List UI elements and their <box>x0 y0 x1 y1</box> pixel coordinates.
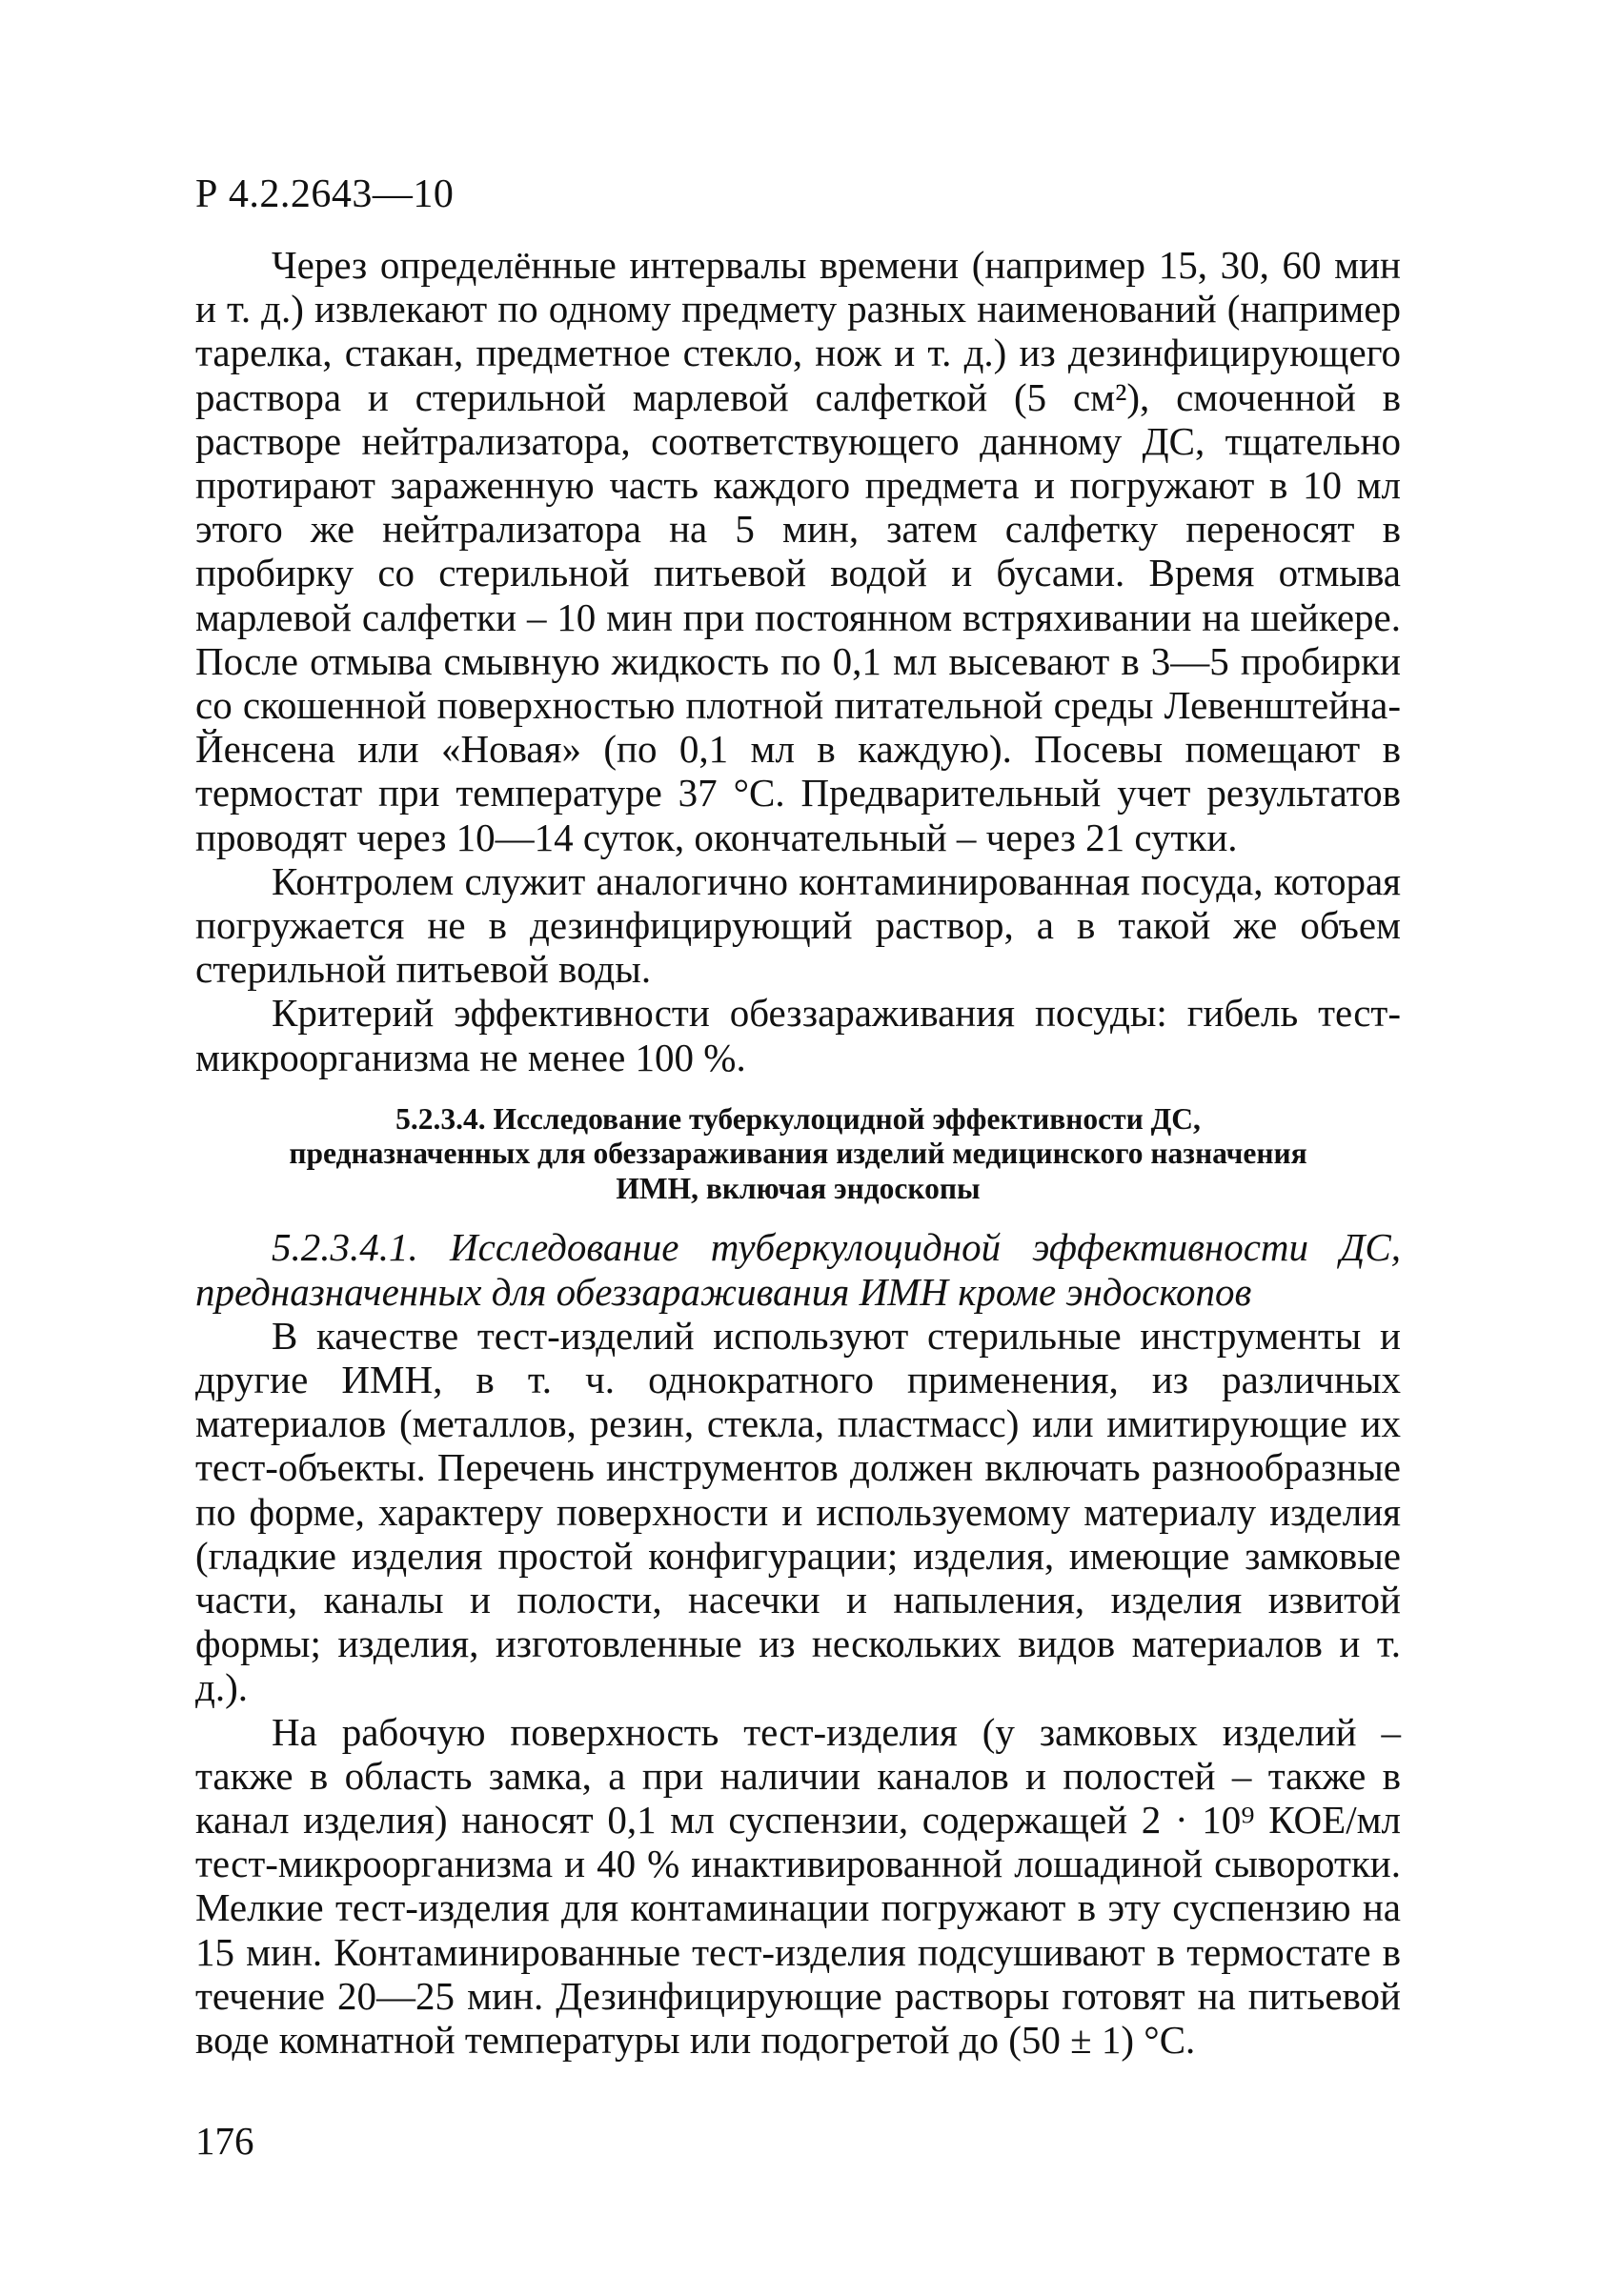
paragraph-1: Через определённые интервалы времени (например 15, 30, 60 мин и т. д.) извлекают по одному предмету разных наименований (например тарелка, стакан, предметное стекло, нож и т. д.) из дезинфицирующего раствора и стерильной марлевой салфеткой (5 см²), смоченной в растворе нейтрализатора, соответствующего данному ДС, тщательно протирают зараженную часть каждого предмета и погружают в 10 мл этого же нейтрализатора на 5 мин, затем салфетку переносят в пробирку со стерильной питьевой водой и бусами. Время отмыва марлевой салфетки – 10 мин при постоянном встряхивании на шейкере. После отмыва смывную жидкость по 0,1 мл высевают в 3—5 пробирки со скошенной поверхностью плотной питательной среды Левенштейна-Йенсена или «Новая» (по 0,1 мл в каждую). Посевы помещают в термостат при температуре 37 °С. Предварительный учет результатов проводят через 10—14 суток, окончательный – через 21 сутки. <box>195 243 1401 859</box>
section-heading <box>195 1102 1401 1207</box>
paragraph-4: В качестве тест-изделий используют стерильные инструменты и другие ИМН, в т. ч. однократного применения, из различных материалов (металлов, резин, стекла, пластмасс) или имитирующие их тест-объекты. Перечень инструментов должен включать разнообразные по форме, характеру поверхности и используемому материалу изделия (гладкие изделия простой конфигурации; изделия, имеющие замковые части, каналы и полости, насечки и напыления, изделия извитой формы; изделия, изготовленные из нескольких видов материалов и т. д.). <box>195 1313 1401 1710</box>
document-body <box>195 243 1401 2062</box>
section-heading-line-3: ИМН, включая эндоскопы <box>616 1171 981 1205</box>
page-number: 176 <box>195 2119 254 2163</box>
running-head: Р 4.2.2643—10 <box>195 172 455 216</box>
section-heading-line-1: 5.2.3.4. Исследование туберкулоцидной эффективности ДС, <box>395 1101 1201 1136</box>
paragraph-5: На рабочую поверхность тест-изделия (у замковых изделий – также в область замка, а при наличии каналов и полостей – также в канал изделия) наносят 0,1 мл суспензии, содержащей 2 · 10⁹ КОЕ/мл тест-микроорганизма и 40 % инактивированной лошадиной сыворотки. Мелкие тест-изделия для контаминации погружают в эту суспензию на 15 мин. Контаминированные тест-изделия подсушивают в термостате в течение 20—25 мин. Дезинфицирующие растворы готовят на питьевой воде комнатной температуры или подогретой до (50 ± 1) °С. <box>195 1709 1401 2063</box>
subsection-heading: 5.2.3.4.1. Исследование туберкулоцидной эффективности ДС, предназначенных для обеззараживания ИМН кроме эндоскопов <box>195 1225 1401 1314</box>
paragraph-3: Критерий эффективности обеззараживания посуды: гибель тест-микроорганизма не менее 100 %. <box>195 991 1401 1079</box>
section-heading-line-2: предназначенных для обеззараживания изделий медицинского назначения <box>289 1137 1307 1171</box>
paragraph-2: Контролем служит аналогично контаминированная посуда, которая погружается не в дезинфицирующий раствор, а в такой же объем стерильной питьевой воды. <box>195 858 1401 992</box>
